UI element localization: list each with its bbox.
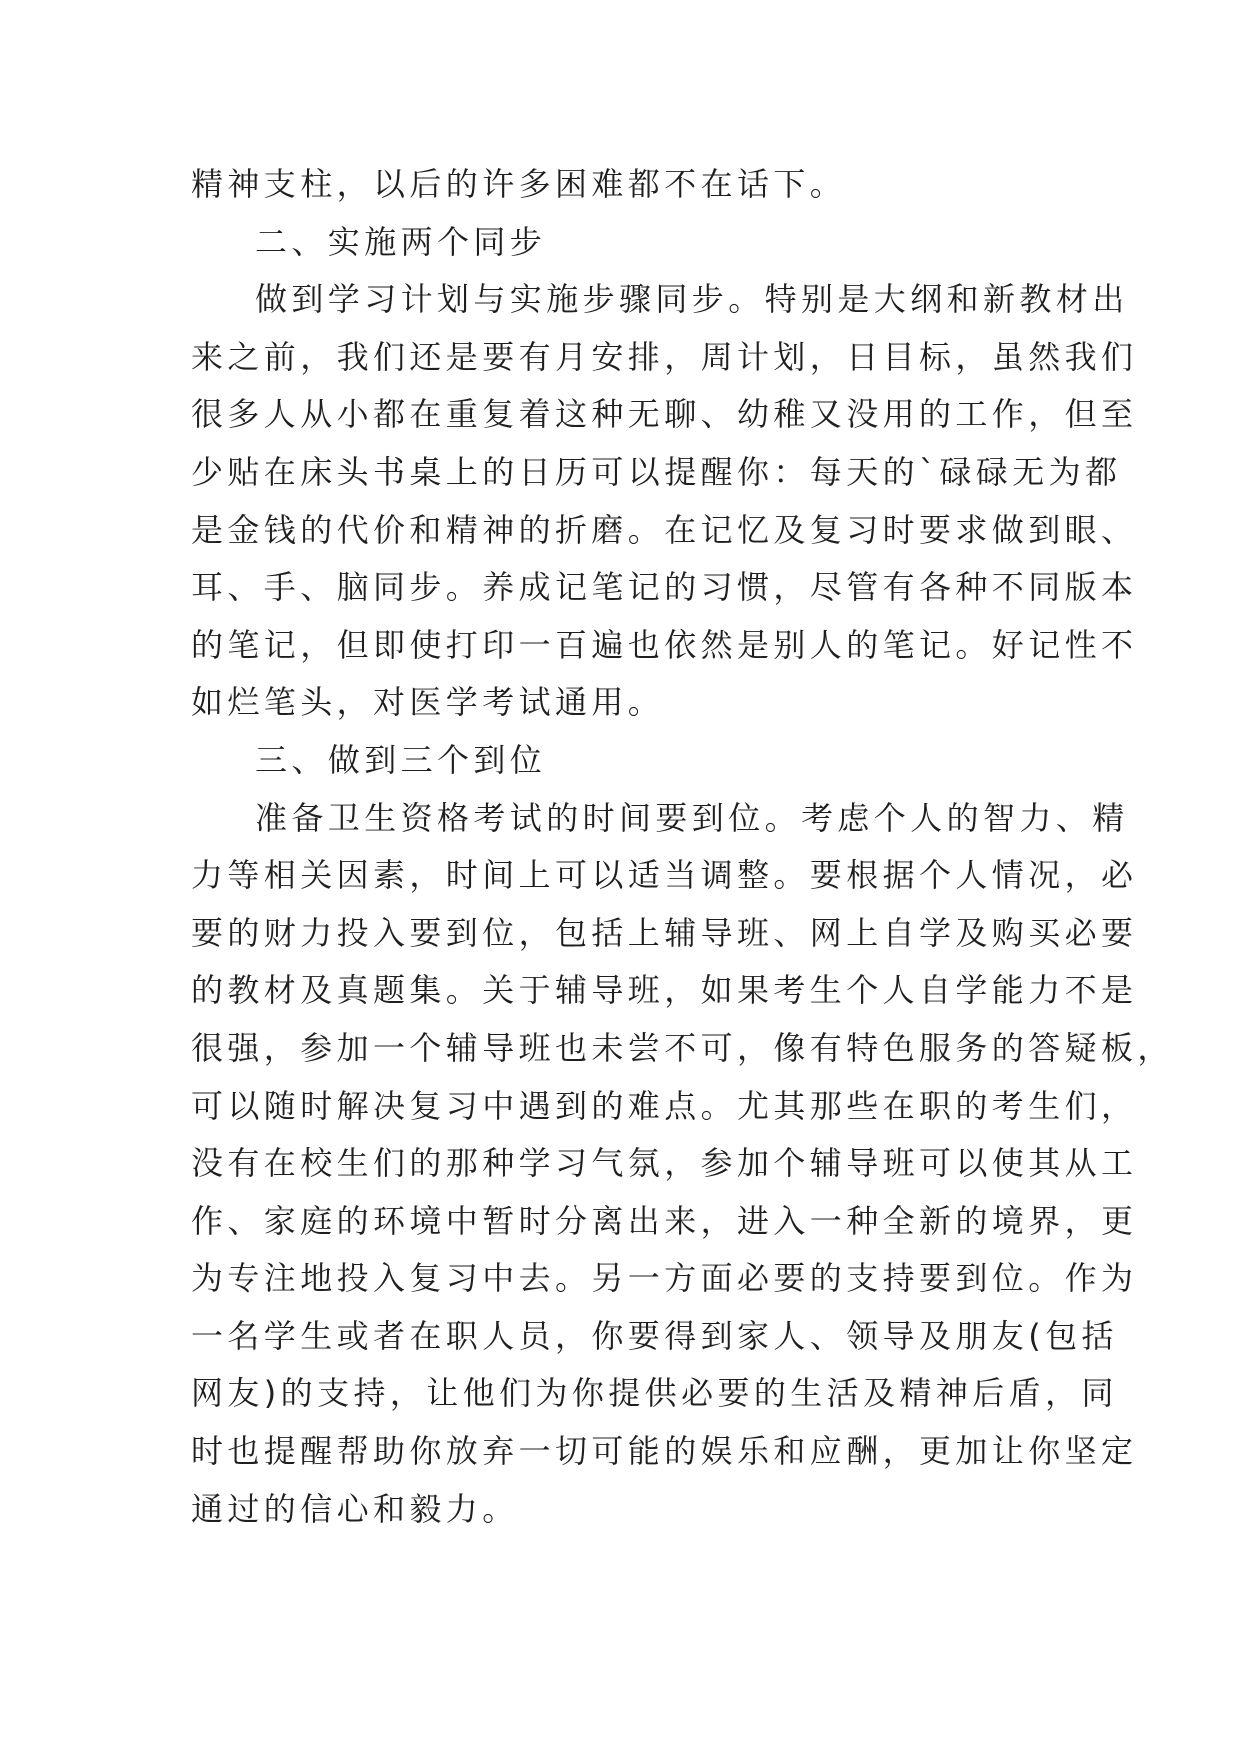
- document-body: [191, 156, 1174, 1538]
- text-line: 没有在校生们的那种学习气氛，参加个辅导班可以使其从工: [191, 1144, 1138, 1183]
- text-line: 来之前，我们还是要有月安排，周计划，日目标，虽然我们: [191, 337, 1138, 376]
- text-line: 很多人从小都在重复着这种无聊、幼稚又没用的工作，但至: [191, 395, 1138, 434]
- text-line: 做到学习计划与实施步骤同步。特别是大纲和新教材出: [255, 280, 1129, 319]
- text-line: 通过的信心和毅力。: [191, 1489, 519, 1528]
- text-line: 准备卫生资格考试的时间要到位。考虑个人的智力、精: [255, 798, 1129, 837]
- text-line: 是金钱的代价和精神的折磨。在记忆及复习时要求做到眼、: [191, 510, 1138, 549]
- text-line: 很强，参加一个辅导班也未尝不可，像有特色服务的答疑板，: [191, 1028, 1174, 1067]
- section-heading: 三、做到三个到位: [255, 740, 547, 779]
- text-line: 网友)的支持，让他们为你提供必要的生活及精神后盾，同: [191, 1374, 1118, 1413]
- text-line: 一名学生或者在职人员，你要得到家人、领导及朋友(包括: [191, 1316, 1118, 1355]
- text-line: 如烂笔头，对医学考试通用。: [191, 683, 665, 722]
- text-line: 的教材及真题集。关于辅导班，如果考生个人自学能力不是: [191, 971, 1138, 1010]
- text-line: 可以随时解决复习中遇到的难点。尤其那些在职的考生们，: [191, 1086, 1138, 1125]
- text-line: 作、家庭的环境中暂时分离出来，进入一种全新的境界，更: [191, 1201, 1138, 1240]
- text-line: 力等相关因素，时间上可以适当调整。要根据个人情况，必: [191, 856, 1138, 895]
- text-line: 耳、手、脑同步。养成记笔记的习惯，尽管有各种不同版本: [191, 568, 1138, 607]
- section-heading: 二、实施两个同步: [255, 222, 547, 261]
- text-line: 要的财力投入要到位，包括上辅导班、网上自学及购买必要: [191, 913, 1138, 952]
- text-line: 的笔记，但即使打印一百遍也依然是别人的笔记。好记性不: [191, 625, 1138, 664]
- text-line: 精神支柱，以后的许多困难都不在话下。: [191, 165, 847, 203]
- text-line: 时也提醒帮助你放弃一切可能的娱乐和应酬，更加让你坚定: [191, 1432, 1138, 1471]
- text-line: 为专注地投入复习中去。另一方面必要的支持要到位。作为: [191, 1259, 1138, 1298]
- text-line: 少贴在床头书桌上的日历可以提醒你：每天的`碌碌无为都: [191, 452, 1122, 491]
